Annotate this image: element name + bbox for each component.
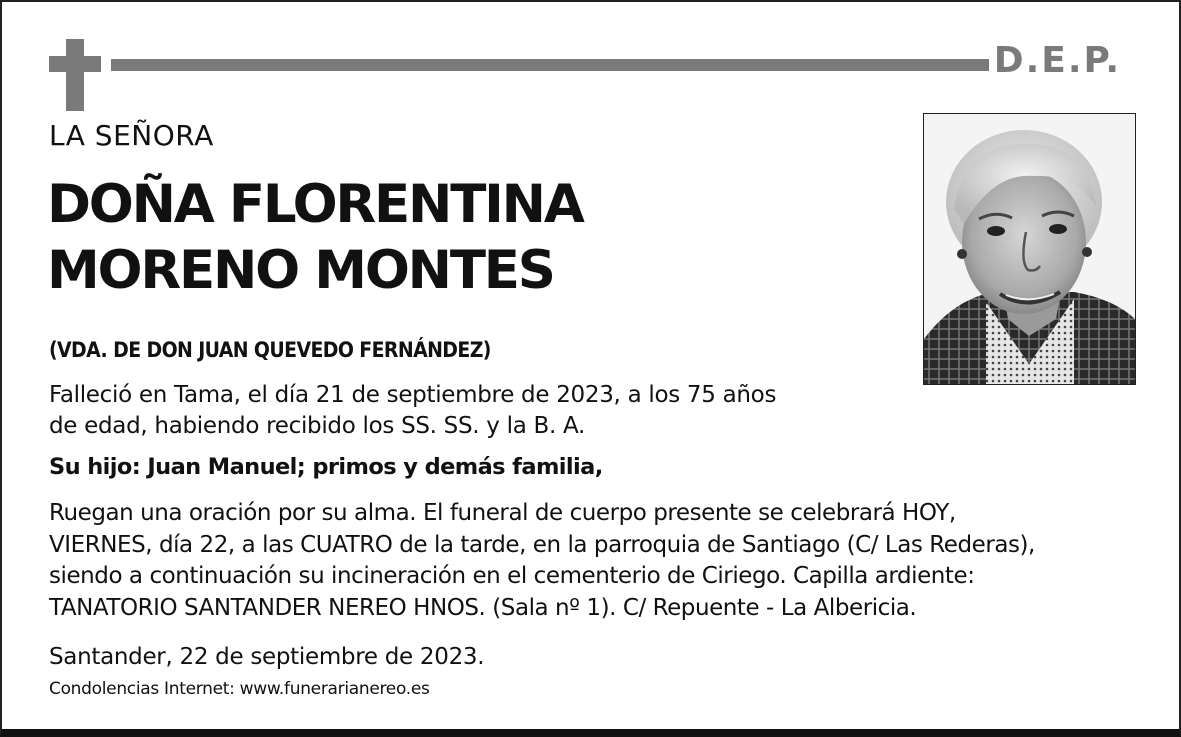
latin-cross-icon bbox=[49, 39, 101, 111]
family-line: Su hijo: Juan Manuel; primos y demás familia, bbox=[49, 454, 603, 480]
name-line-1: DOÑA FLORENTINA bbox=[47, 174, 583, 235]
funeral-line-1: Ruegan una oración por su alma. El funeral de cuerpo presente se celebrará HOY, bbox=[49, 500, 956, 526]
deceased-name bbox=[47, 172, 583, 304]
death-line-2: de edad, habiendo recibido los SS. SS. y la B. A. bbox=[49, 413, 586, 439]
funeral-line-2: VIERNES, día 22, a las CUATRO de la tarde, en la parroquia de Santiago (C/ Las Rederas), bbox=[49, 531, 1035, 558]
death-paragraph bbox=[49, 380, 869, 442]
place-date: Santander, 22 de septiembre de 2023. bbox=[49, 644, 485, 670]
condolences-line: Condolencias Internet: www.funerarianereo.es bbox=[49, 679, 430, 699]
portrait-photo-icon bbox=[923, 113, 1136, 385]
honorific-prefix: LA SEÑORA bbox=[49, 119, 214, 152]
funeral-line-3: siendo a continuación su incineración en el cementerio de Ciriego. Capilla ardiente: bbox=[49, 563, 975, 589]
dep-label: D.E.P. bbox=[993, 40, 1121, 81]
header-rule bbox=[111, 59, 989, 71]
funeral-paragraph bbox=[49, 498, 1159, 624]
widow-of-line: (VDA. DE DON JUAN QUEVEDO FERNÁNDEZ) bbox=[49, 338, 491, 362]
funeral-line-4: TANATORIO SANTANDER NEREO HNOS. (Sala nº 1). C/ Repuente - La Albericia. bbox=[49, 594, 917, 621]
name-line-2: MORENO MONTES bbox=[47, 240, 554, 301]
death-line-1: Falleció en Tama, el día 21 de septiembre de 2023, a los 75 años bbox=[49, 382, 777, 408]
